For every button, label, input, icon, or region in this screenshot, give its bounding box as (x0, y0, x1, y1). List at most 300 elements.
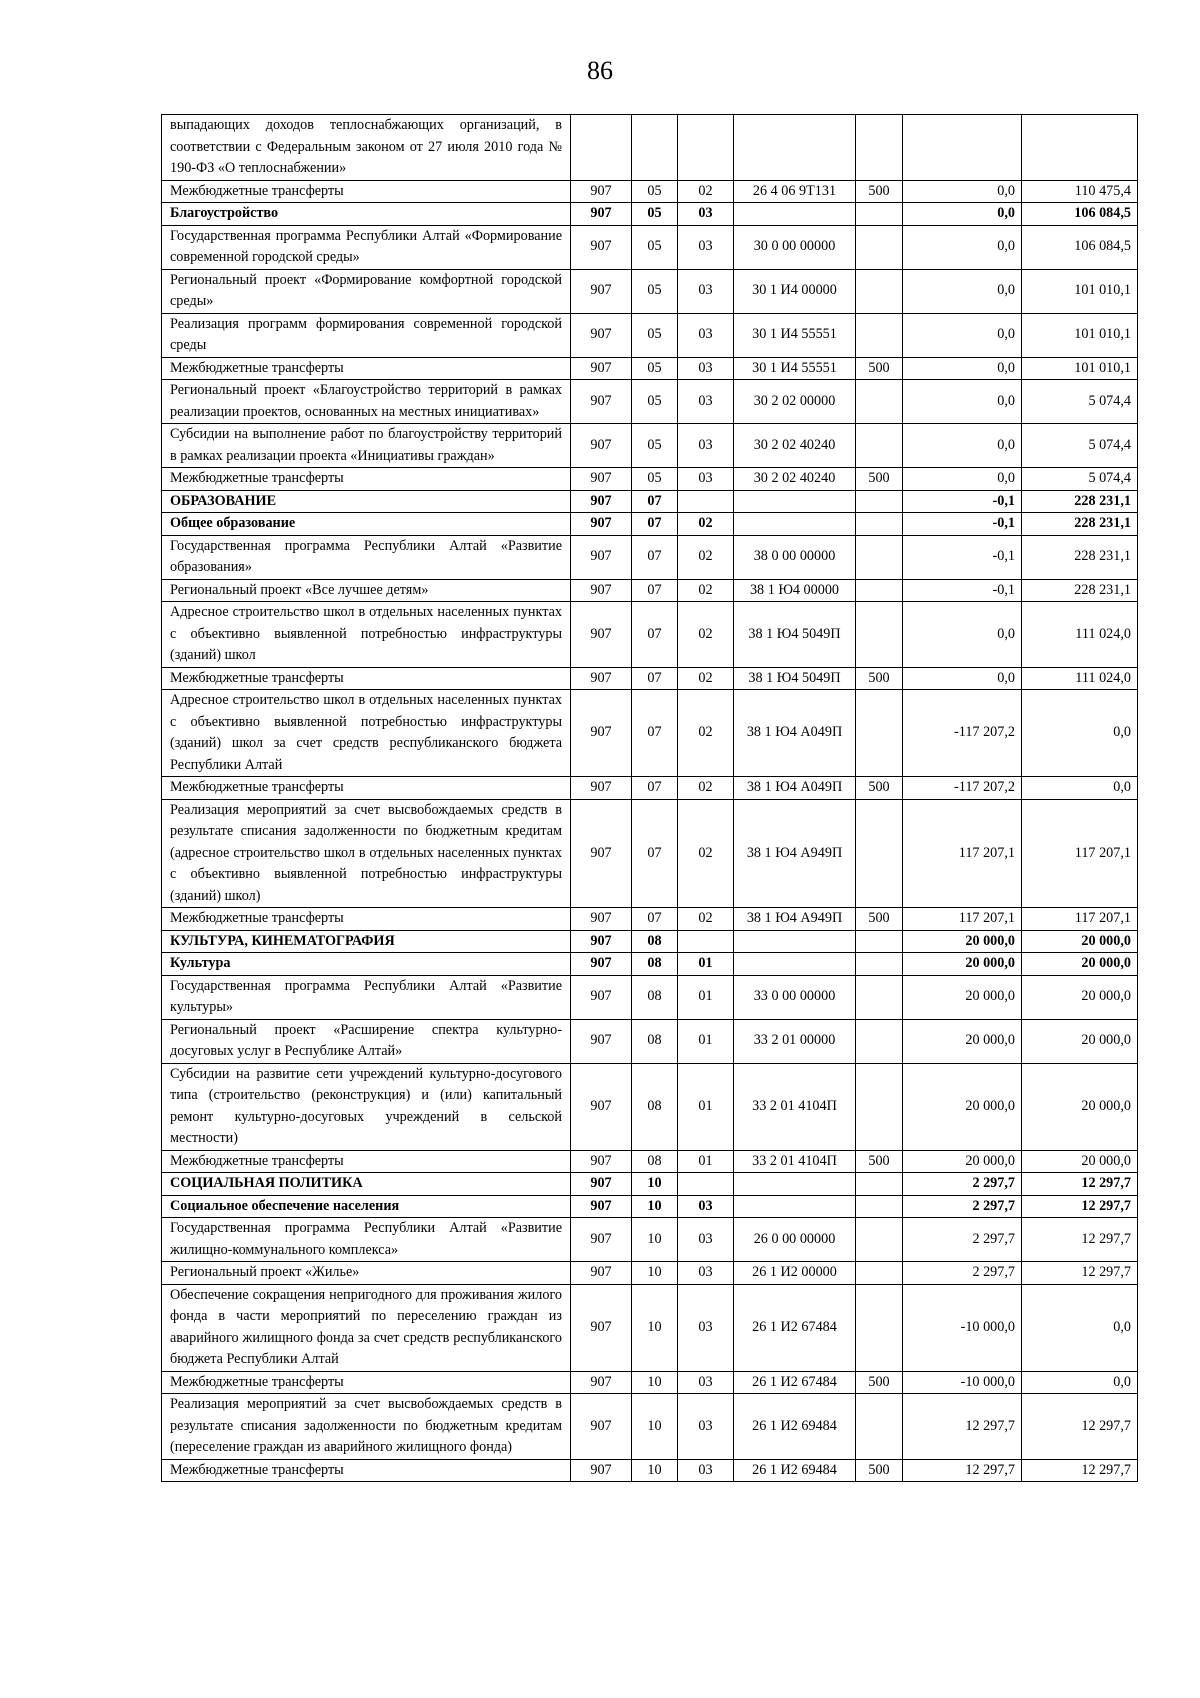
row-expense-type: 500 (856, 667, 903, 690)
row-expense-type: 500 (856, 180, 903, 203)
row-amount-total: 12 297,7 (1022, 1218, 1138, 1262)
row-name: Адресное строительство школ в отдельных населенных пунктах с объективно выявленной потребностью инфраструктуры (зданий) школ за счет средств республиканского бюджета Республики Алтай (162, 690, 571, 777)
row-amount-change: 20 000,0 (903, 1063, 1022, 1150)
table-row (162, 1019, 1138, 1063)
row-target-article: 26 1 И2 67484 (734, 1284, 856, 1371)
row-section-code: 10 (632, 1459, 678, 1482)
row-target-article: 38 0 00 00000 (734, 535, 856, 579)
row-amount-total: 20 000,0 (1022, 930, 1138, 953)
row-admin-code: 907 (571, 468, 632, 491)
row-name: выпадающих доходов теплоснабжающих организаций, в соответствии с Федеральным законом от 27 июля 2010 года № 190-ФЗ «О теплоснабжении» (162, 115, 571, 181)
row-name: Адресное строительство школ в отдельных населенных пунктах с объективно выявленной потребностью инфраструктуры (зданий) школ (162, 602, 571, 668)
row-expense-type (856, 424, 903, 468)
row-target-article: 38 1 Ю4 А949П (734, 908, 856, 931)
row-target-article: 33 2 01 4104П (734, 1150, 856, 1173)
row-subsection-code: 02 (678, 667, 734, 690)
row-amount-change: 2 297,7 (903, 1195, 1022, 1218)
row-name: Межбюджетные трансферты (162, 667, 571, 690)
row-name: Межбюджетные трансферты (162, 180, 571, 203)
row-amount-change: 12 297,7 (903, 1394, 1022, 1460)
row-subsection-code: 02 (678, 579, 734, 602)
row-subsection-code: 02 (678, 513, 734, 536)
row-amount-change: -0,1 (903, 513, 1022, 536)
row-section-code (632, 115, 678, 181)
table-row (162, 690, 1138, 777)
table-row (162, 667, 1138, 690)
row-subsection-code: 03 (678, 1394, 734, 1460)
table-row (162, 1394, 1138, 1460)
table-row (162, 930, 1138, 953)
row-target-article: 33 0 00 00000 (734, 975, 856, 1019)
row-name: Межбюджетные трансферты (162, 1371, 571, 1394)
row-admin-code: 907 (571, 1150, 632, 1173)
row-target-article: 26 1 И2 00000 (734, 1262, 856, 1285)
row-name: Региональный проект «Благоустройство территорий в рамках реализации проектов, основанных на местных инициативах» (162, 380, 571, 424)
row-expense-type (856, 602, 903, 668)
row-name: Межбюджетные трансферты (162, 908, 571, 931)
row-name: Реализация программ формирования современной городской среды (162, 313, 571, 357)
row-expense-type (856, 1173, 903, 1196)
row-amount-total: 20 000,0 (1022, 1019, 1138, 1063)
row-name: Государственная программа Республики Алтай «Развитие культуры» (162, 975, 571, 1019)
row-admin-code: 907 (571, 313, 632, 357)
row-section-code: 05 (632, 269, 678, 313)
row-admin-code: 907 (571, 602, 632, 668)
row-subsection-code: 03 (678, 1218, 734, 1262)
row-target-article: 38 1 Ю4 5049П (734, 602, 856, 668)
row-name: КУЛЬТУРА, КИНЕМАТОГРАФИЯ (162, 930, 571, 953)
row-section-code: 07 (632, 690, 678, 777)
row-subsection-code: 01 (678, 1063, 734, 1150)
row-subsection-code: 03 (678, 1459, 734, 1482)
row-amount-change: 20 000,0 (903, 1019, 1022, 1063)
row-amount-change: 0,0 (903, 180, 1022, 203)
row-name: Межбюджетные трансферты (162, 357, 571, 380)
table-row (162, 1459, 1138, 1482)
row-target-article: 26 1 И2 69484 (734, 1394, 856, 1460)
row-amount-total: 5 074,4 (1022, 380, 1138, 424)
table-row (162, 975, 1138, 1019)
row-admin-code: 907 (571, 667, 632, 690)
row-amount-total: 0,0 (1022, 1284, 1138, 1371)
row-target-article (734, 1173, 856, 1196)
row-amount-total: 12 297,7 (1022, 1195, 1138, 1218)
row-expense-type (856, 1262, 903, 1285)
row-admin-code: 907 (571, 1019, 632, 1063)
table-row (162, 1063, 1138, 1150)
row-target-article (734, 203, 856, 226)
row-admin-code: 907 (571, 953, 632, 976)
row-section-code: 05 (632, 468, 678, 491)
table-row (162, 269, 1138, 313)
row-section-code: 08 (632, 953, 678, 976)
row-expense-type (856, 1019, 903, 1063)
row-admin-code (571, 115, 632, 181)
table-row (162, 908, 1138, 931)
row-admin-code: 907 (571, 1063, 632, 1150)
row-subsection-code (678, 1173, 734, 1196)
row-subsection-code: 03 (678, 225, 734, 269)
row-subsection-code: 03 (678, 313, 734, 357)
table-row (162, 115, 1138, 181)
row-target-article: 26 1 И2 69484 (734, 1459, 856, 1482)
row-admin-code: 907 (571, 1459, 632, 1482)
row-admin-code: 907 (571, 930, 632, 953)
row-amount-change: 20 000,0 (903, 1150, 1022, 1173)
row-amount-total: 20 000,0 (1022, 1150, 1138, 1173)
row-amount-change: 0,0 (903, 269, 1022, 313)
row-subsection-code: 01 (678, 1019, 734, 1063)
row-amount-total: 101 010,1 (1022, 269, 1138, 313)
row-admin-code: 907 (571, 380, 632, 424)
table-row (162, 799, 1138, 908)
row-amount-change: 0,0 (903, 380, 1022, 424)
row-target-article (734, 490, 856, 513)
row-admin-code: 907 (571, 799, 632, 908)
row-expense-type: 500 (856, 1371, 903, 1394)
row-name: Реализация мероприятий за счет высвобождаемых средств в результате списания задолженности по бюджетным кредитам (переселение граждан из аварийного жилищного фонда) (162, 1394, 571, 1460)
row-admin-code: 907 (571, 535, 632, 579)
row-section-code: 08 (632, 975, 678, 1019)
row-expense-type (856, 1394, 903, 1460)
row-name: Региональный проект «Расширение спектра культурно-досуговых услуг в Республике Алтай» (162, 1019, 571, 1063)
row-section-code: 07 (632, 777, 678, 800)
row-admin-code: 907 (571, 203, 632, 226)
row-admin-code: 907 (571, 579, 632, 602)
row-amount-total: 228 231,1 (1022, 490, 1138, 513)
table-row (162, 777, 1138, 800)
row-target-article: 26 0 00 00000 (734, 1218, 856, 1262)
row-subsection-code: 01 (678, 975, 734, 1019)
row-subsection-code: 03 (678, 1371, 734, 1394)
row-expense-type (856, 490, 903, 513)
row-amount-total: 228 231,1 (1022, 535, 1138, 579)
row-subsection-code: 03 (678, 468, 734, 491)
row-admin-code: 907 (571, 1195, 632, 1218)
row-target-article (734, 1195, 856, 1218)
row-target-article: 30 1 И4 00000 (734, 269, 856, 313)
row-name: Государственная программа Республики Алтай «Развитие жилищно-коммунального комплекса» (162, 1218, 571, 1262)
table-row (162, 225, 1138, 269)
row-subsection-code: 03 (678, 1195, 734, 1218)
row-subsection-code: 02 (678, 180, 734, 203)
row-amount-total: 111 024,0 (1022, 667, 1138, 690)
row-expense-type: 500 (856, 777, 903, 800)
row-amount-total: 0,0 (1022, 777, 1138, 800)
row-expense-type: 500 (856, 1150, 903, 1173)
row-target-article: 30 0 00 00000 (734, 225, 856, 269)
row-target-article: 38 1 Ю4 00000 (734, 579, 856, 602)
row-expense-type (856, 203, 903, 226)
row-subsection-code: 02 (678, 690, 734, 777)
row-amount-total: 228 231,1 (1022, 579, 1138, 602)
row-admin-code: 907 (571, 180, 632, 203)
row-name: Государственная программа Республики Алтай «Развитие образования» (162, 535, 571, 579)
table-row (162, 1173, 1138, 1196)
row-admin-code: 907 (571, 1218, 632, 1262)
row-expense-type (856, 115, 903, 181)
row-name: Межбюджетные трансферты (162, 468, 571, 491)
row-section-code: 08 (632, 1150, 678, 1173)
row-amount-change: -10 000,0 (903, 1371, 1022, 1394)
row-admin-code: 907 (571, 1173, 632, 1196)
row-target-article (734, 115, 856, 181)
row-admin-code: 907 (571, 513, 632, 536)
row-amount-change: 0,0 (903, 667, 1022, 690)
row-name: Общее образование (162, 513, 571, 536)
row-admin-code: 907 (571, 975, 632, 1019)
row-section-code: 07 (632, 579, 678, 602)
row-amount-change: -0,1 (903, 490, 1022, 513)
row-amount-change: 0,0 (903, 225, 1022, 269)
row-target-article: 38 1 Ю4 А049П (734, 690, 856, 777)
row-target-article: 30 1 И4 55551 (734, 357, 856, 380)
row-expense-type (856, 579, 903, 602)
row-amount-total: 106 084,5 (1022, 203, 1138, 226)
row-target-article: 30 2 02 40240 (734, 468, 856, 491)
row-admin-code: 907 (571, 424, 632, 468)
row-amount-total: 101 010,1 (1022, 313, 1138, 357)
table-row (162, 203, 1138, 226)
row-amount-change: 0,0 (903, 357, 1022, 380)
row-section-code: 10 (632, 1371, 678, 1394)
row-amount-change: -117 207,2 (903, 777, 1022, 800)
row-amount-total: 12 297,7 (1022, 1459, 1138, 1482)
row-amount-total: 228 231,1 (1022, 513, 1138, 536)
row-amount-total: 12 297,7 (1022, 1262, 1138, 1285)
row-amount-total: 5 074,4 (1022, 424, 1138, 468)
row-name: Благоустройство (162, 203, 571, 226)
row-section-code: 08 (632, 1063, 678, 1150)
row-amount-change: 20 000,0 (903, 953, 1022, 976)
row-expense-type: 500 (856, 1459, 903, 1482)
row-amount-change (903, 115, 1022, 181)
row-expense-type (856, 380, 903, 424)
row-amount-change: 2 297,7 (903, 1173, 1022, 1196)
table-row (162, 468, 1138, 491)
row-amount-total: 20 000,0 (1022, 1063, 1138, 1150)
row-target-article (734, 930, 856, 953)
row-expense-type (856, 535, 903, 579)
row-expense-type (856, 225, 903, 269)
row-amount-change: 0,0 (903, 468, 1022, 491)
row-name: Межбюджетные трансферты (162, 1459, 571, 1482)
row-subsection-code: 02 (678, 777, 734, 800)
row-amount-total: 5 074,4 (1022, 468, 1138, 491)
table-row (162, 513, 1138, 536)
row-amount-change: 0,0 (903, 424, 1022, 468)
row-section-code: 10 (632, 1173, 678, 1196)
row-admin-code: 907 (571, 225, 632, 269)
row-name: Культура (162, 953, 571, 976)
table-row (162, 1371, 1138, 1394)
table-row (162, 357, 1138, 380)
row-section-code: 07 (632, 602, 678, 668)
row-subsection-code: 02 (678, 535, 734, 579)
row-expense-type (856, 269, 903, 313)
row-name: Межбюджетные трансферты (162, 777, 571, 800)
row-amount-total: 101 010,1 (1022, 357, 1138, 380)
row-amount-total: 12 297,7 (1022, 1173, 1138, 1196)
row-amount-total: 0,0 (1022, 1371, 1138, 1394)
row-amount-total: 110 475,4 (1022, 180, 1138, 203)
table-row (162, 1150, 1138, 1173)
table-row (162, 313, 1138, 357)
table-row (162, 490, 1138, 513)
row-admin-code: 907 (571, 1262, 632, 1285)
row-section-code: 10 (632, 1218, 678, 1262)
table-row (162, 380, 1138, 424)
row-name: Межбюджетные трансферты (162, 1150, 571, 1173)
row-name: Региональный проект «Все лучшее детям» (162, 579, 571, 602)
row-name: Субсидии на выполнение работ по благоустройству территорий в рамках реализации проекта «Инициативы граждан» (162, 424, 571, 468)
row-amount-total: 20 000,0 (1022, 975, 1138, 1019)
row-target-article: 30 1 И4 55551 (734, 313, 856, 357)
row-section-code: 10 (632, 1394, 678, 1460)
row-expense-type: 500 (856, 468, 903, 491)
row-amount-total: 12 297,7 (1022, 1394, 1138, 1460)
row-target-article: 26 1 И2 67484 (734, 1371, 856, 1394)
table-row (162, 424, 1138, 468)
row-amount-change: 2 297,7 (903, 1218, 1022, 1262)
row-expense-type (856, 1063, 903, 1150)
row-expense-type (856, 1284, 903, 1371)
row-section-code: 10 (632, 1195, 678, 1218)
page-number: 86 (587, 56, 613, 85)
row-target-article (734, 513, 856, 536)
row-section-code: 05 (632, 203, 678, 226)
row-section-code: 07 (632, 535, 678, 579)
row-subsection-code: 02 (678, 602, 734, 668)
row-name: Социальное обеспечение населения (162, 1195, 571, 1218)
row-subsection-code: 03 (678, 380, 734, 424)
row-subsection-code: 01 (678, 953, 734, 976)
row-amount-change: 12 297,7 (903, 1459, 1022, 1482)
row-section-code: 05 (632, 180, 678, 203)
row-subsection-code: 01 (678, 1150, 734, 1173)
row-target-article: 38 1 Ю4 А049П (734, 777, 856, 800)
row-subsection-code: 03 (678, 357, 734, 380)
row-amount-change: 0,0 (903, 602, 1022, 668)
row-amount-total: 117 207,1 (1022, 908, 1138, 931)
row-expense-type (856, 1195, 903, 1218)
row-subsection-code: 03 (678, 1284, 734, 1371)
row-name: Региональный проект «Формирование комфортной городской среды» (162, 269, 571, 313)
row-admin-code: 907 (571, 690, 632, 777)
table-row (162, 579, 1138, 602)
row-amount-change: 2 297,7 (903, 1262, 1022, 1285)
row-target-article: 33 2 01 4104П (734, 1063, 856, 1150)
row-admin-code: 907 (571, 490, 632, 513)
row-amount-total: 0,0 (1022, 690, 1138, 777)
row-section-code: 07 (632, 908, 678, 931)
row-name: СОЦИАЛЬНАЯ ПОЛИТИКА (162, 1173, 571, 1196)
row-admin-code: 907 (571, 1394, 632, 1460)
row-target-article: 26 4 06 9Т131 (734, 180, 856, 203)
row-section-code: 07 (632, 513, 678, 536)
row-subsection-code (678, 115, 734, 181)
row-amount-change: 0,0 (903, 203, 1022, 226)
row-subsection-code: 02 (678, 799, 734, 908)
row-name: Государственная программа Республики Алтай «Формирование современной городской среды» (162, 225, 571, 269)
row-admin-code: 907 (571, 777, 632, 800)
row-section-code: 07 (632, 490, 678, 513)
row-amount-change: 20 000,0 (903, 975, 1022, 1019)
row-expense-type (856, 953, 903, 976)
row-section-code: 05 (632, 225, 678, 269)
row-amount-change: -117 207,2 (903, 690, 1022, 777)
row-name: Субсидии на развитие сети учреждений культурно-досугового типа (строительство (реконструкция) и (или) капитальный ремонт культурно-досуговых учреждений в сельской местности) (162, 1063, 571, 1150)
row-expense-type: 500 (856, 908, 903, 931)
row-section-code: 07 (632, 667, 678, 690)
budget-table-body (162, 115, 1138, 1482)
row-amount-change: 20 000,0 (903, 930, 1022, 953)
row-amount-total: 20 000,0 (1022, 953, 1138, 976)
row-expense-type (856, 690, 903, 777)
table-row (162, 602, 1138, 668)
row-subsection-code (678, 930, 734, 953)
row-name: Обеспечение сокращения непригодного для проживания жилого фонда в части мероприятий по переселению граждан из аварийного жилищного фонда за счет средств республиканского бюджета Республики Алтай (162, 1284, 571, 1371)
row-amount-change: 117 207,1 (903, 799, 1022, 908)
row-section-code: 08 (632, 930, 678, 953)
table-row (162, 1218, 1138, 1262)
row-section-code: 05 (632, 357, 678, 380)
row-section-code: 05 (632, 380, 678, 424)
row-admin-code: 907 (571, 1371, 632, 1394)
table-row (162, 1284, 1138, 1371)
row-target-article: 38 1 Ю4 А949П (734, 799, 856, 908)
row-target-article: 38 1 Ю4 5049П (734, 667, 856, 690)
row-subsection-code: 02 (678, 908, 734, 931)
row-amount-total: 117 207,1 (1022, 799, 1138, 908)
table-row (162, 1195, 1138, 1218)
table-row (162, 953, 1138, 976)
row-amount-change: 0,0 (903, 313, 1022, 357)
row-expense-type (856, 799, 903, 908)
row-section-code: 08 (632, 1019, 678, 1063)
row-name: Региональный проект «Жилье» (162, 1262, 571, 1285)
row-subsection-code: 03 (678, 424, 734, 468)
row-section-code: 10 (632, 1262, 678, 1285)
row-amount-total: 111 024,0 (1022, 602, 1138, 668)
row-target-article (734, 953, 856, 976)
row-name: Реализация мероприятий за счет высвобождаемых средств в результате списания задолженности по бюджетным кредитам (адресное строительство школ в отдельных населенных пунктах с объективно выявленной потребностью инфраструктуры (зданий) школ) (162, 799, 571, 908)
row-admin-code: 907 (571, 908, 632, 931)
budget-table (161, 114, 1138, 1482)
row-subsection-code (678, 490, 734, 513)
row-target-article: 33 2 01 00000 (734, 1019, 856, 1063)
row-section-code: 10 (632, 1284, 678, 1371)
row-subsection-code: 03 (678, 269, 734, 313)
row-target-article: 30 2 02 00000 (734, 380, 856, 424)
table-row (162, 535, 1138, 579)
row-amount-total (1022, 115, 1138, 181)
row-amount-change: -0,1 (903, 535, 1022, 579)
row-expense-type (856, 1218, 903, 1262)
row-expense-type (856, 975, 903, 1019)
row-section-code: 05 (632, 424, 678, 468)
row-target-article: 30 2 02 40240 (734, 424, 856, 468)
row-section-code: 07 (632, 799, 678, 908)
row-subsection-code: 03 (678, 203, 734, 226)
row-admin-code: 907 (571, 357, 632, 380)
row-admin-code: 907 (571, 1284, 632, 1371)
table-row (162, 1262, 1138, 1285)
row-expense-type (856, 930, 903, 953)
row-subsection-code: 03 (678, 1262, 734, 1285)
row-expense-type (856, 513, 903, 536)
row-amount-change: -0,1 (903, 579, 1022, 602)
